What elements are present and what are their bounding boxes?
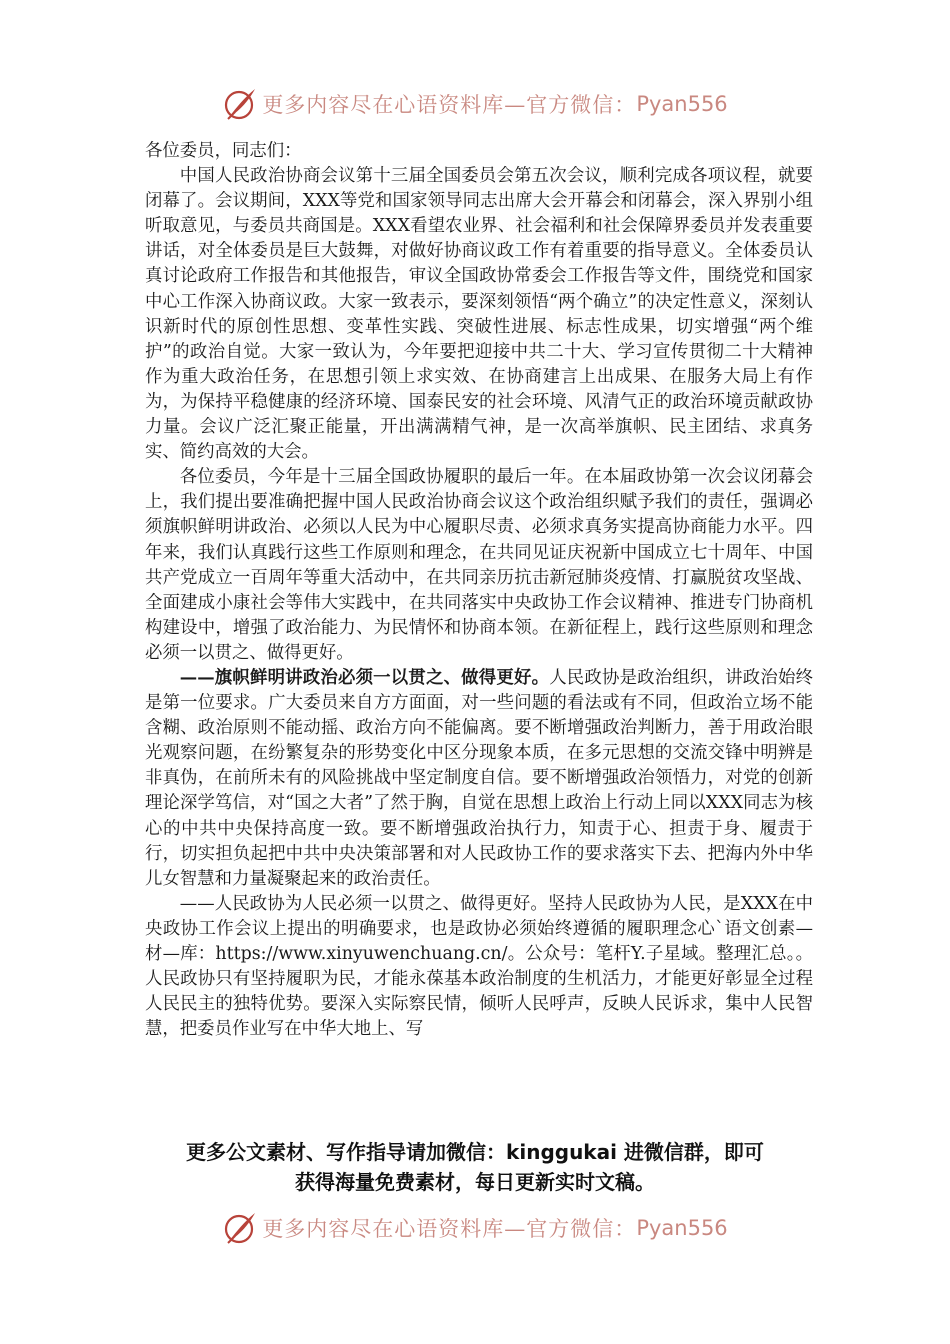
promo-notice: [80, 1137, 870, 1197]
watermark-header: [0, 84, 950, 124]
watermark-text: 更多内容尽在心语资料库—官方微信：: [262, 93, 637, 117]
watermark-text: 更多内容尽在心语资料库—官方微信：: [262, 1217, 637, 1241]
paragraph-3: [145, 666, 813, 892]
paragraph-1: 中国人民政治协商会议第十三届全国委员会第五次会议，顺利完成各项议程，就要闭幕了。会议期间，XXX等党和国家领导同志出席大会开幕会和闭幕会，深入界别小组听取意见，与委员共商国是。XXX看望农业界、社会福利和社会保障界委员并发表重要讲话，对全体委员是巨大鼓舞，对做好协商议政工作有着重要的指导意义。全体委员认真讨论政府工作报告和其他报告，审议全国政协常委会工作报告等文件，围绕党和国家中心工作深入协商议政。大家一致表示，要深刻领悟“两个确立”的决定性意义，深刻认识新时代的原创性思想、变革性实践、突破性进展、标志性成果，切实增强“两个维护”的政治自觉。大家一致认为，今年要把迎接中共二十大、学习宣传贯彻二十大精神作为重大政治任务，在思想引领上求实效、在协商建言上出成果、在服务大局上有作为，为保持平稳健康的经济环境、国泰民安的社会环境、风清气正的政治环境贡献政协力量。会议广泛汇聚正能量，开出满满精气神，是一次高举旗帜、民主团结、求真务实、简约高效的大会。: [145, 166, 813, 463]
feather-pen-logo-icon: [222, 86, 258, 122]
paragraph-3-heading: ——旗帜鲜明讲政治必须一以贯之、做得更好。: [179, 667, 550, 688]
paragraph-2: 各位委员，今年是十三届全国政协履职的最后一年。在本届政协第一次会议闭幕会上，我们提出要准确把握中国人民政治协商会议这个政治组织赋予我们的责任，强调必须旗帜鲜明讲政治、必须以人民为中心履职尽责、必须求真务实提高协商能力水平。四年来，我们认真践行这些工作原则和理念，在共同见证庆祝新中国成立七十周年、中国共产党成立一百周年等重大活动中，在共同亲历抗击新冠肺炎疫情、打赢脱贫攻坚战、全面建成小康社会等伟大实践中，在共同落实中央政协工作会议精神、推进专门协商机构建设中，增强了政治能力、为民情怀和协商本领。在新征程上，践行这些原则和理念必须一以贯之、做得更好。: [145, 467, 813, 663]
watermark-wechat-id: Pyan556: [636, 92, 728, 116]
salutation: 各位委员，同志们：: [145, 141, 302, 161]
paragraph-3-body: 人民政协是政治组织，讲政治始终是第一位要求。广大委员来自方方面面，对一些问题的看法或有不同，但政治立场不能含糊、政治原则不能动摇、政治方向不能偏离。要不断增强政治判断力，善于用政治眼光观察问题，在纷繁复杂的形势变化中区分现象本质，在多元思想的交流交锋中明辨是非真伪，在前所未有的风险挑战中坚定制度自信。要不断增强政治领悟力，对党的创新理论深学笃信，对“国之大者”了然于胸，自觉在思想上政治上行动上同以XXX同志为核心的中共中央保持高度一致。要不断增强政治执行力，知责于心、担责于身、履责于行，切实担负起把中共中央决策部署和对人民政协工作的要求落实下去、把海内外中华儿女智慧和力量凝聚起来的政治责任。: [145, 667, 813, 889]
watermark-footer: [0, 1208, 950, 1248]
document-body: [145, 139, 813, 1042]
paragraph-4: ——人民政协为人民必须一以贯之、做得更好。坚持人民政协为人民，是XXX在中央政协工作会议上提出的明确要求，也是政协必须始终遵循的履职理念心`语文创素—材—库：https://www.xinyuwenchuang.cn/。公众号：笔杆Y.子星域。整理汇总。。人民政协只有坚持履职为民，才能永葆基本政治制度的生机活力，才能更好彰显全过程人民民主的独特优势。要深入实际察民情，倾听人民呼声，反映人民诉求，集中人民智慧，把委员作业写在中华大地上、写: [145, 893, 813, 1040]
watermark-wechat-id: Pyan556: [636, 1216, 728, 1240]
promo-line-2: 获得海量免费素材，每日更新实时文稿。: [295, 1170, 655, 1194]
feather-pen-logo-icon: [222, 1210, 258, 1246]
promo-line-1: 更多公文素材、写作指导请加微信：kinggukai 进微信群，即可: [186, 1140, 764, 1164]
